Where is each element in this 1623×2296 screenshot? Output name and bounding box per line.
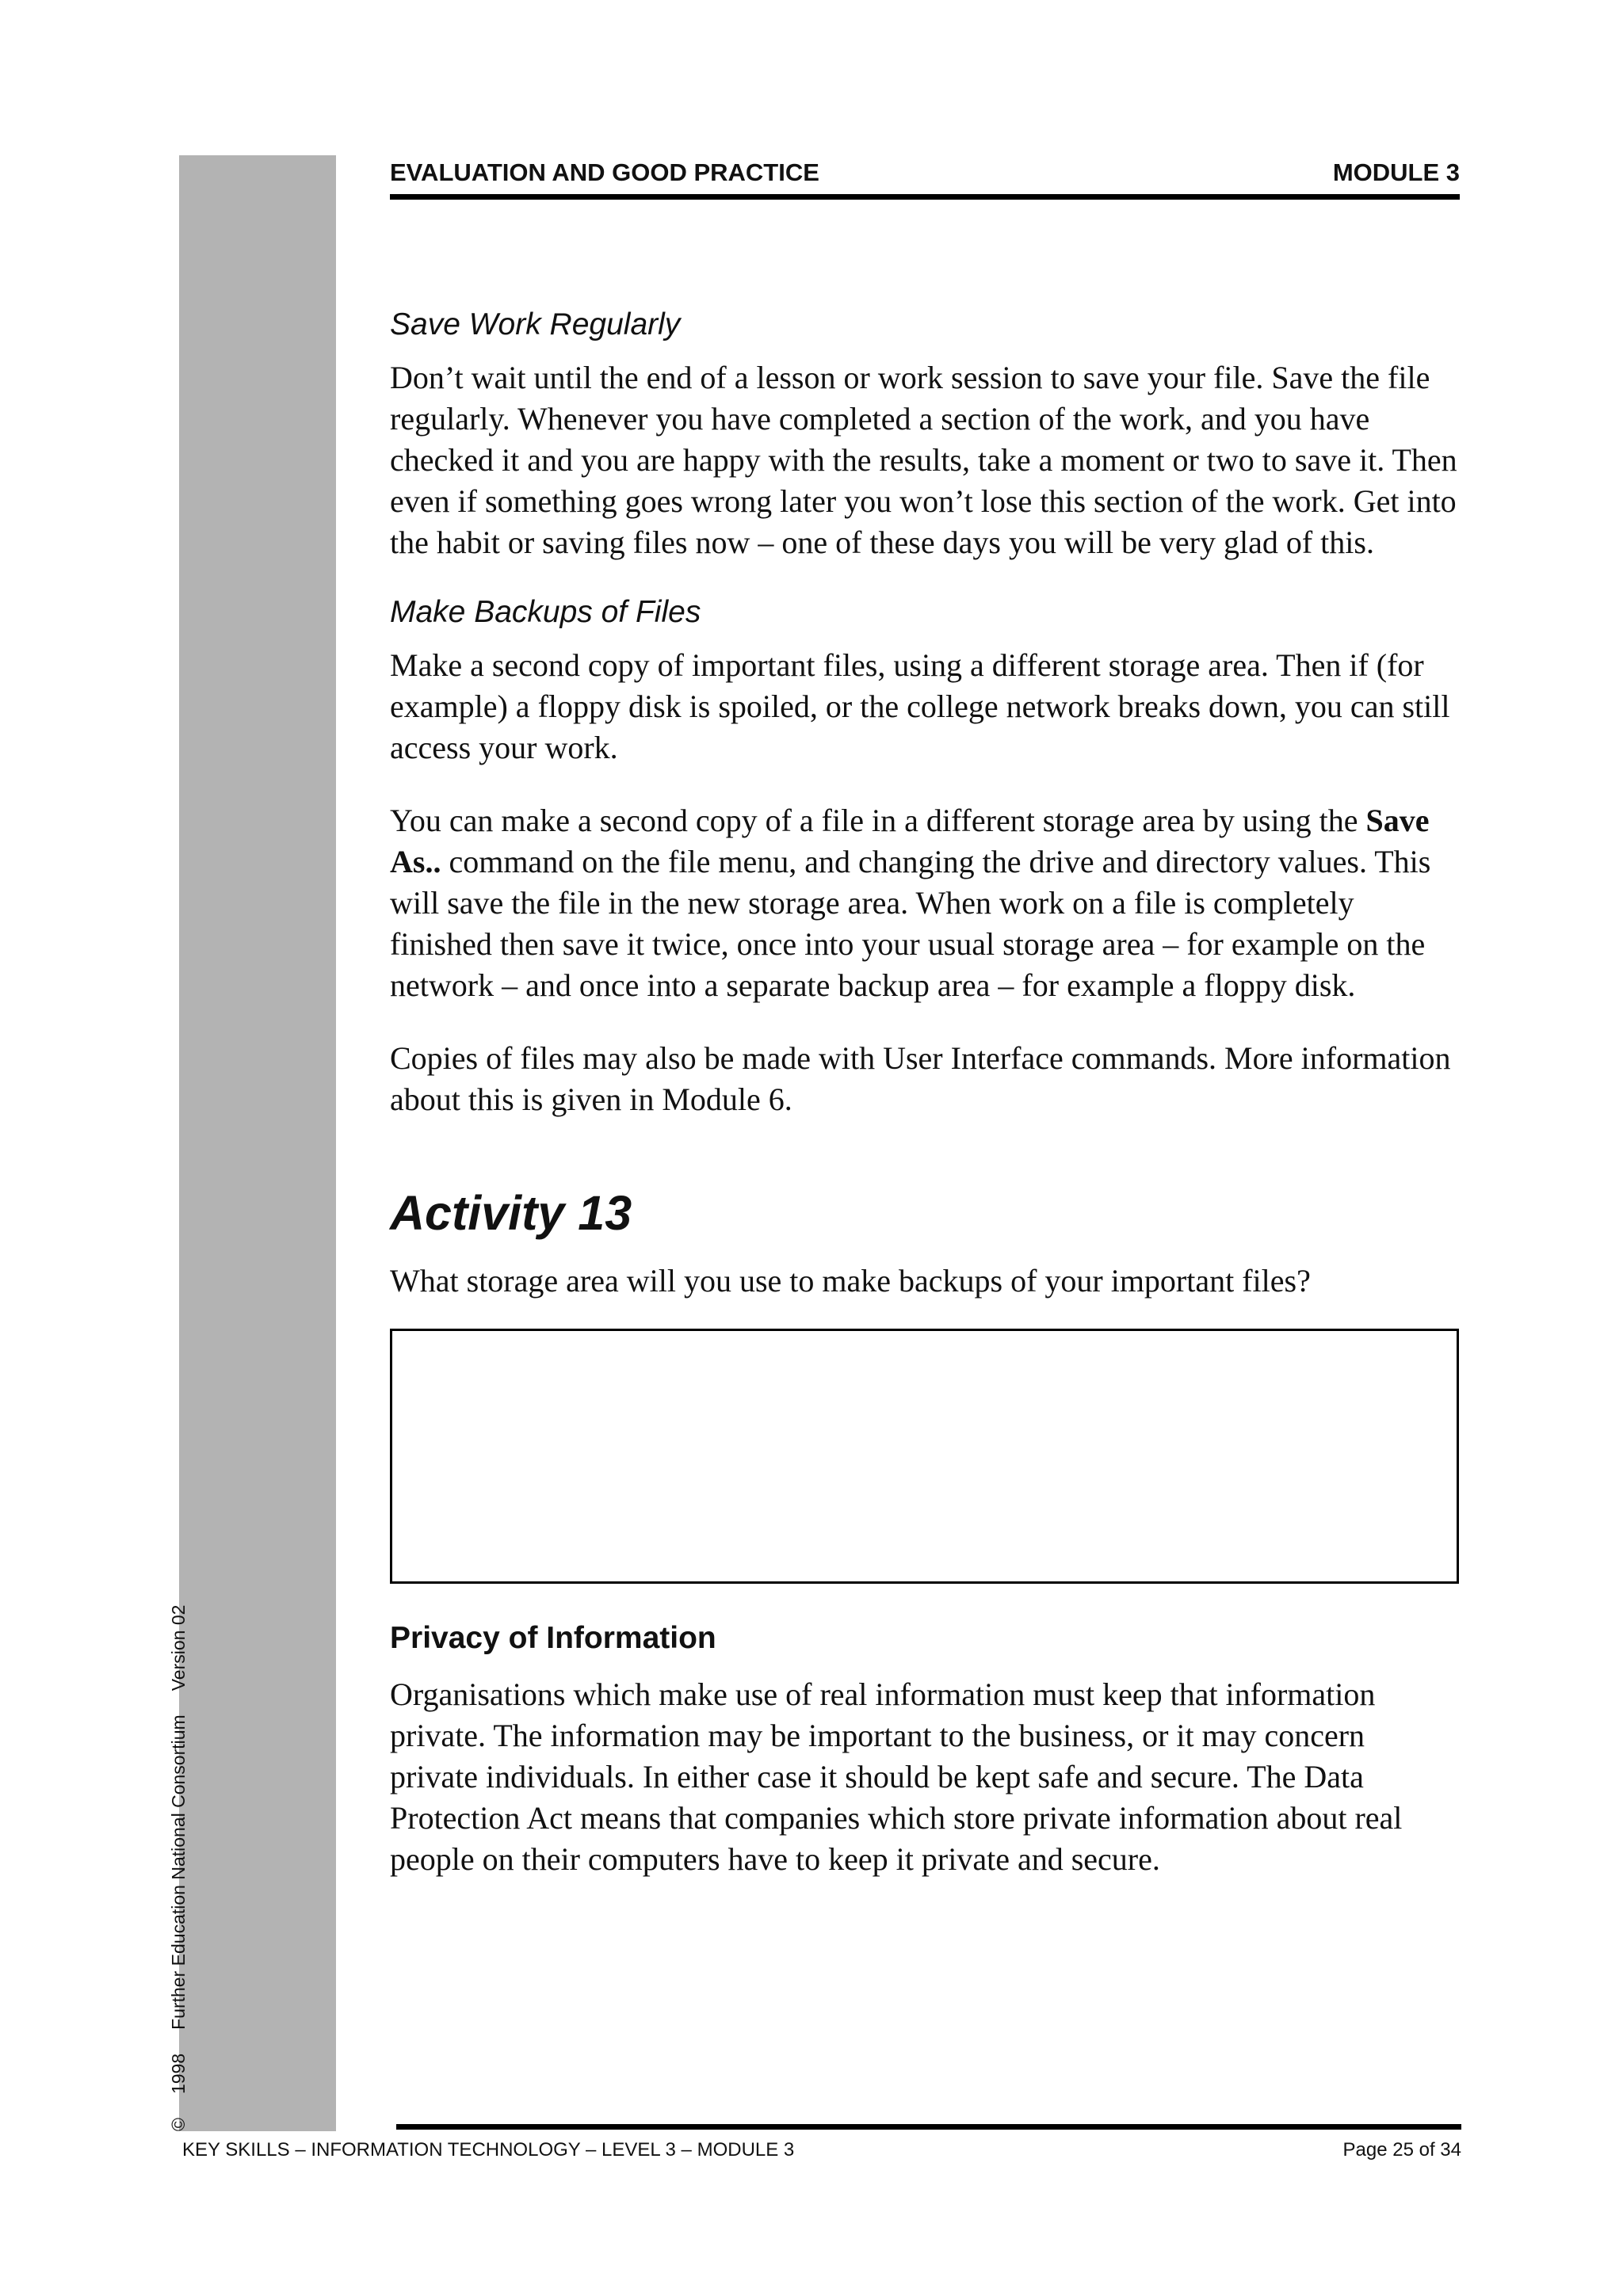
main-content (390, 306, 1460, 1912)
backups-paragraph-2-end: command on the file menu, and changing the drive and directory values. This will save the file in the new storage area. When work on a file is completely finished then save it twice, once into your usual storage area – for example on the network – and once into a separate backup area – for example a floppy disk. (390, 843, 1431, 1003)
backups-heading: Make Backups of Files (390, 594, 701, 629)
backups-paragraph-2 (390, 800, 1460, 1006)
header-module: MODULE 3 (1332, 158, 1460, 186)
answer-box[interactable] (390, 1329, 1459, 1584)
activity-title: Activity 13 (390, 1185, 632, 1240)
privacy-paragraph: Organisations which make use of real information must keep that information private. The information may be important to the business, or it may concern private individuals. In either case it should be kept safe and secure. The Data Protection Act means that companies which store private information about real people on their computers have to keep it private and secure. (390, 1676, 1403, 1878)
activity-question: What storage area will you use to make backups of your important files? (390, 1262, 1311, 1299)
save-as-command: Save As.. (390, 802, 1430, 879)
footer-course: KEY SKILLS – INFORMATION TECHNOLOGY – LEVEL 3 – MODULE 3 (182, 2139, 795, 2161)
save-work-paragraph: Don’t wait until the end of a lesson or work session to save your file. Save the file regularly. Whenever you have completed a section of the work, and you have checked it and you are happy with the results, take a moment or two to save it. Then even if something goes wrong later you won’t lose this section of the work. Get into the habit or saving files now – one of these days you will be very glad of this. (390, 359, 1457, 560)
copyright-version: Version 02 (168, 1604, 189, 1691)
copyright-notice (168, 1605, 189, 2131)
backups-paragraph-1: Make a second copy of important files, using a different storage area. Then if (for example) a floppy disk is spoiled, or the college network breaks down, you can still access your work. (390, 646, 1450, 765)
backups-paragraph-3: Copies of files may also be made with User Interface commands. More information about this is given in Module 6. (390, 1039, 1451, 1117)
sidebar-band (179, 155, 336, 2131)
header-title: EVALUATION AND GOOD PRACTICE (390, 158, 819, 186)
copyright-year: 1998 (168, 2053, 189, 2095)
copyright-org: Further Education National Consortium (168, 1714, 189, 2030)
page-header (390, 155, 1460, 200)
privacy-heading: Privacy of Information (390, 1620, 716, 1655)
footer-page-number: Page 25 of 34 (1342, 2139, 1461, 2161)
footer-divider (396, 2124, 1461, 2130)
copyright-symbol: © (168, 2118, 189, 2131)
save-work-heading: Save Work Regularly (390, 307, 681, 341)
backups-paragraph-2-start: You can make a second copy of a file in a different storage area by using the (390, 802, 1366, 838)
